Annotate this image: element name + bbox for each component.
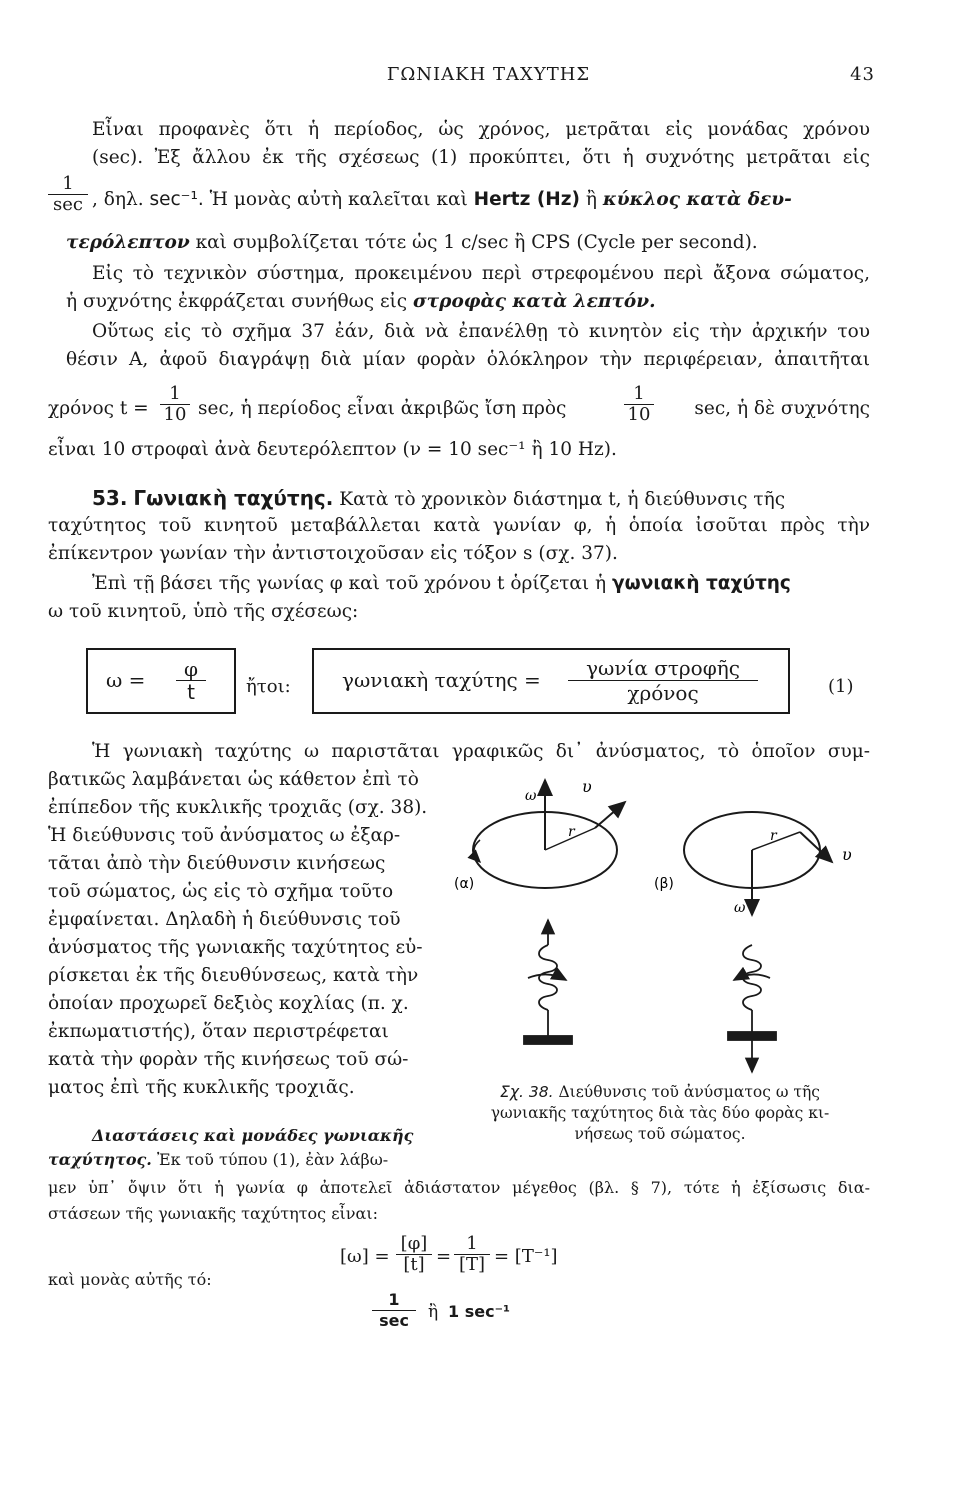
para1-line3 [92,188,870,212]
para4-line6: τοῦ σώματος, ὡς εἰς τὸ σχῆμα τοῦτο [48,881,394,902]
figure-b-disc [684,812,832,915]
frac-num: γωνία στροφῆς [586,656,740,680]
v-label-b: υ [842,845,852,864]
formula-box-symbolic [86,648,236,714]
frac-den: 10 [624,404,654,425]
text: Ἐκ τοῦ τύπου (1), ἐὰν λάβω- [156,1150,389,1169]
figure-a-disc [473,780,625,888]
text: Ἡ μονὰς αὐτὴ καλεῖται καὶ [209,189,468,210]
frac-den: sec [372,1310,416,1331]
corkscrew-a [524,920,572,1044]
para5-line3: μεν ὑπ᾽ ὄψιν ὅτι ἡ γωνία φ ἀποτελεῖ ἀδιάστατον μέγεθος (βλ. § 7), τότε ἡ ἐξίσωσις δια- [48,1178,870,1197]
unit-fraction [372,1290,416,1331]
para4-line5: τᾶται ἀπὸ τὴν διεύθυνσιν κινήσεως [48,853,386,874]
frac-den: [t] [396,1254,432,1275]
para3-line3-a: χρόνος t = [48,398,149,419]
section-title: Γωνιακὴ ταχύτης. [133,486,334,510]
frac-num: 1 [169,383,181,404]
frac-num: 1 [388,1290,400,1309]
para5-line2 [48,1148,428,1172]
para1-line4 [66,231,844,255]
para3-line4: εἶναι 10 στροφαὶ ἀνὰ δευτερόλεπτον (ν = 10 sec⁻¹ ἢ 10 Hz). [48,439,617,460]
r-label-b: r [770,828,777,844]
figure-caption [450,1082,870,1145]
para3-line2: θέσιν Α, ἀφοῦ διαγράψῃ διὰ μίαν φορὰν ὁλόκληρον τὴν περιφέρειαν, ἀπαιτῆται [66,349,870,370]
equation-number: (1) [828,676,854,697]
dim-eq: = [436,1246,452,1267]
figure-38 [440,770,880,1100]
subheading-cont: ταχύτητος. [48,1150,152,1169]
r-label-a: r [568,824,575,840]
para1-line2: (sec). Ἐξ ἄλλου ἐκ τῆς σχέσεως (1) προκύπτει, ὅτι ἡ συχνότης μετρᾶται εἰς [92,147,870,168]
dim-lhs: [ω] = [340,1246,390,1267]
text: Κατὰ τὸ χρονικὸν διάστημα t, ἡ διεύθυνσις τῆς [339,489,786,510]
para4-line7: ἐμφαίνεται. Δηλαδὴ ἡ διεύθυνσις τοῦ [48,909,401,930]
page-number: 43 [850,64,875,85]
frac-num: 1 [633,383,645,404]
term-cycle-cont: τερόλεπτον [66,232,190,253]
text: ἢ [585,189,597,210]
caption-text-3: νήσεως τοῦ σώματος. [574,1125,746,1143]
fraction-1-10-a [160,384,190,425]
caption-text-1: Διεύθυνσις τοῦ ἀνύσματος ω τῆς [558,1083,820,1101]
section-number: 53. [92,486,128,510]
frac-den: [T] [454,1254,490,1275]
section-line5: ω τοῦ κινητοῦ, ὑπὸ τῆς σχέσεως: [48,601,359,622]
section-line2: ταχύτητος τοῦ κινητοῦ μεταβάλλεται κατὰ γωνίαν φ, ἡ ὁποία ἰσοῦται πρὸς τὴν [48,515,870,536]
para4-line4: Ἡ διεύθυνσις τοῦ ἀνύσματος ω ἐξαρ- [48,825,401,846]
frac-den: χρόνος [568,680,758,705]
term-cycle: κύκλος κατὰ δευ- [602,189,792,210]
caption-label: Σχ. 38. [500,1083,554,1101]
unit-label: καὶ μονὰς αὐτῆς τό: [48,1270,212,1289]
frac-num: [φ] [400,1233,428,1254]
fraction-1-10-b [624,384,654,425]
unit-or: ἢ [428,1302,439,1322]
formula-hetoi: ἤτοι: [246,676,291,697]
fraction-1-over-sec [48,174,88,215]
formula-lhs-verbal: γωνιακὴ ταχύτης = [342,668,541,692]
para4-line12: κατὰ τὴν φορὰν τῆς κινήσεως τοῦ σώ- [48,1049,409,1070]
dim-rhs: = [T⁻¹] [494,1246,558,1267]
unit-alt: 1 sec⁻¹ [448,1302,511,1321]
para4-line9: ρίσκεται ἐκ τῆς διευθύνσεως, κατὰ τὴν [48,965,419,986]
para5-line1: Διαστάσεις καὶ μονάδες γωνιακῆς [92,1126,414,1145]
formula-lhs: ω = [106,668,146,692]
formula-fraction [176,658,206,703]
text: , δηλ. [92,189,144,210]
corkscrew-b [728,945,776,1072]
formula-box-verbal [312,648,790,714]
frac-num: 1 [62,173,74,194]
section-line4 [92,572,870,596]
text: sec⁻¹. [149,189,204,210]
term-rpm: στροφὰς κατὰ λεπτόν. [413,291,656,312]
label-b: (β) [654,876,674,892]
v-label-a: υ [582,777,592,796]
para2-line2 [66,290,844,314]
para4-line1: Ἡ γωνιακὴ ταχύτης ω παριστᾶται γραφικῶς δι᾽ ἀνύσματος, τὸ ὁποῖον συμ- [92,741,870,762]
term-hertz: Hertz (Hz) [473,189,581,210]
formula-fraction-verbal [568,656,758,705]
section-heading-line [92,486,870,512]
header-title: ΓΩΝΙΑΚΗ ΤΑΧΥΤΗΣ [386,64,591,85]
para4-line10: ὁποίαν προχωρεῖ δεξιὸς κοχλίας (π. χ. [48,993,409,1014]
frac-num: φ [183,657,198,681]
omega-label-a: ω [525,788,537,804]
frac-den: 10 [160,404,190,425]
para4-line3: ἐπίπεδον τῆς κυκλικῆς τροχιᾶς (σχ. 38). [48,797,428,818]
para5-line4: στάσεων τῆς γωνιακῆς ταχύτητος εἶναι: [48,1204,378,1223]
para3-line3-c: sec, ἡ δὲ συχνότης [694,398,870,419]
text: καὶ συμβολίζεται τότε ὡς 1 c/sec ἢ CPS (Cycle per second). [195,232,758,253]
para4-line11: ἐκπωματιστής), ὅταν περιστρέφεται [48,1021,389,1042]
label-a: (α) [454,876,475,892]
text: Ἐπὶ τῇ βάσει τῆς γωνίας φ καὶ τοῦ χρόνου t ὁρίζεται ἡ [92,573,607,594]
para4-line2: βατικῶς λαμβάνεται ὡς κάθετον ἐπὶ τὸ [48,769,419,790]
para3-line1: Οὕτως εἰς τὸ σχῆμα 37 ἐάν, διὰ νὰ ἐπανέλθῃ τὸ κινητὸν εἰς τὴν ἀρχικήν του [92,321,870,342]
omega-label-b: ω [734,900,746,916]
term-angular-velocity: γωνιακὴ ταχύτης [612,573,791,594]
text: ἡ συχνότης ἐκφράζεται συνήθως εἰς [66,291,408,312]
para4-line8: ἀνύσματος τῆς γωνιακῆς ταχύτητος εὑ- [48,937,423,958]
para4-line13: ματος ἐπὶ τῆς κυκλικῆς τροχιᾶς. [48,1077,355,1098]
frac-num: 1 [466,1233,478,1254]
section-line3: ἐπίκεντρον γωνίαν τὴν ἀντιστοιχοῦσαν εἰς τόξον s (σχ. 37). [48,543,618,564]
para2-line1: Εἰς τὸ τεχνικὸν σύστημα, προκειμένου περὶ στρεφομένου περὶ ἄξονα σώματος, [92,263,870,284]
para3-line3-b: sec, ἡ περίοδος εἶναι ἀκριβῶς ἴση πρὸς [198,398,567,419]
caption-text-2: γωνιακῆς ταχύτητος διὰ τὰς δύο φορὰς κι- [490,1104,830,1122]
para1-line1: Εἶναι προφανὲς ὅτι ἡ περίοδος, ὡς χρόνος, μετρᾶται εἰς μονάδας χρόνου [92,119,870,140]
frac-bar: sec [48,194,88,215]
frac-den: t [176,680,206,703]
